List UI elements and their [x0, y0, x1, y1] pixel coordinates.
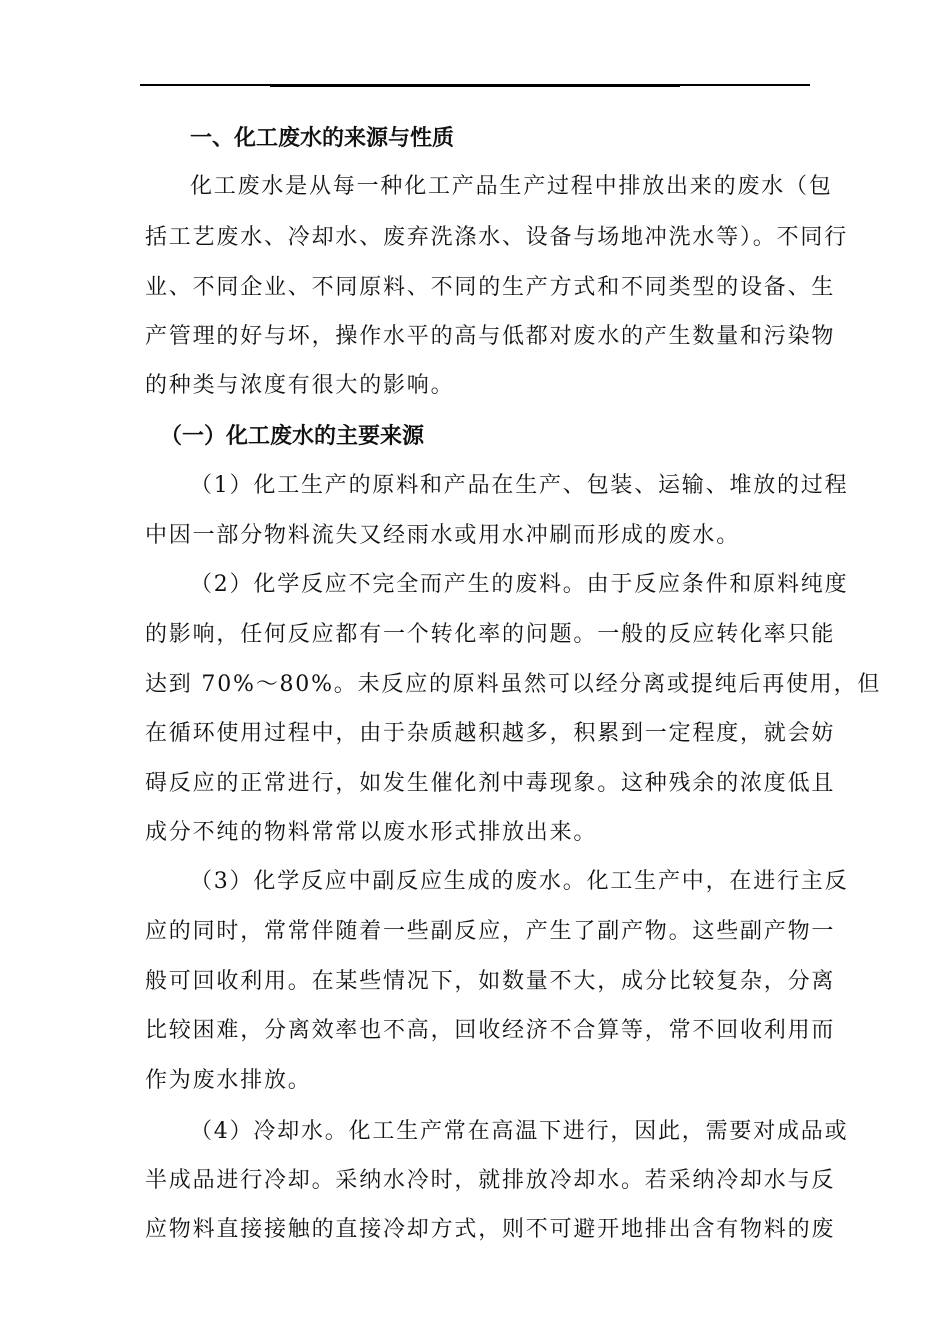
paragraph-line: 的种类与浓度有很大的影响。: [145, 373, 455, 398]
paragraph-line: 碍反应的正常进行，如发生催化剂中毒现象。这种残余的浓度低且: [145, 771, 836, 796]
paragraph-line: 业、不同企业、不同原料、不同的生产方式和不同类型的设备、生: [145, 275, 836, 300]
paragraph-line: 达到 70%～80%。未反应的原料虽然可以经分离或提纯后再使用，但: [145, 672, 882, 697]
paragraph-line: （1）化工生产的原料和产品在生产、包装、运输、堆放的过程: [190, 473, 849, 498]
paragraph-line: 化工废水是从每一种化工产品生产过程中排放出来的废水（包: [190, 174, 833, 199]
paragraph-line: 中因一部分物料流失又经雨水或用水冲刷而形成的废水。: [145, 523, 741, 548]
paragraph-line: 的影响，任何反应都有一个转化率的问题。一般的反应转化率只能: [145, 622, 836, 647]
paragraph-line: 成分不纯的物料常常以废水形式排放出来。: [145, 820, 598, 845]
paragraph-line: 应的同时，常常伴随着一些副反应，产生了副产物。这些副产物一: [145, 919, 836, 944]
paragraph-line: 般可回收利用。在某些情况下，如数量不大，成分比较复杂，分离: [145, 969, 836, 994]
paragraph-line: 在循环使用过程中，由于杂质越积越多，积累到一定程度，就会妨: [145, 721, 836, 746]
paragraph-line: 作为废水排放。: [145, 1068, 312, 1093]
section-title: 一、化工废水的来源与性质: [190, 125, 455, 151]
subsection-title: （一）化工废水的主要来源: [160, 423, 425, 449]
header-rule: [140, 84, 810, 86]
header-rule-thick-segment: [270, 84, 680, 87]
paragraph-line: 产管理的好与坏，操作水平的高与低都对废水的产生数量和污染物: [145, 324, 836, 349]
paragraph-line: 比较困难，分离效率也不高，回收经济不合算等，常不回收利用而: [145, 1018, 836, 1043]
paragraph-line: 括工艺废水、冷却水、废弃洗涤水、设备与场地冲洗水等）。不同行: [145, 225, 849, 250]
paragraph-line: （3）化学反应中副反应生成的废水。化工生产中，在进行主反: [190, 869, 849, 894]
paragraph-line: （4）冷却水。化工生产常在高温下进行，因此，需要对成品或: [190, 1119, 849, 1144]
paragraph-line: 半成品进行冷却。采纳水冷时，就排放冷却水。若采纳冷却水与反: [145, 1168, 836, 1193]
paragraph-line: （2）化学反应不完全而产生的废料。由于反应条件和原料纯度: [190, 572, 849, 597]
paragraph-line: 应物料直接接触的直接冷却方式，则不可避开地排出含有物料的废: [145, 1217, 836, 1242]
